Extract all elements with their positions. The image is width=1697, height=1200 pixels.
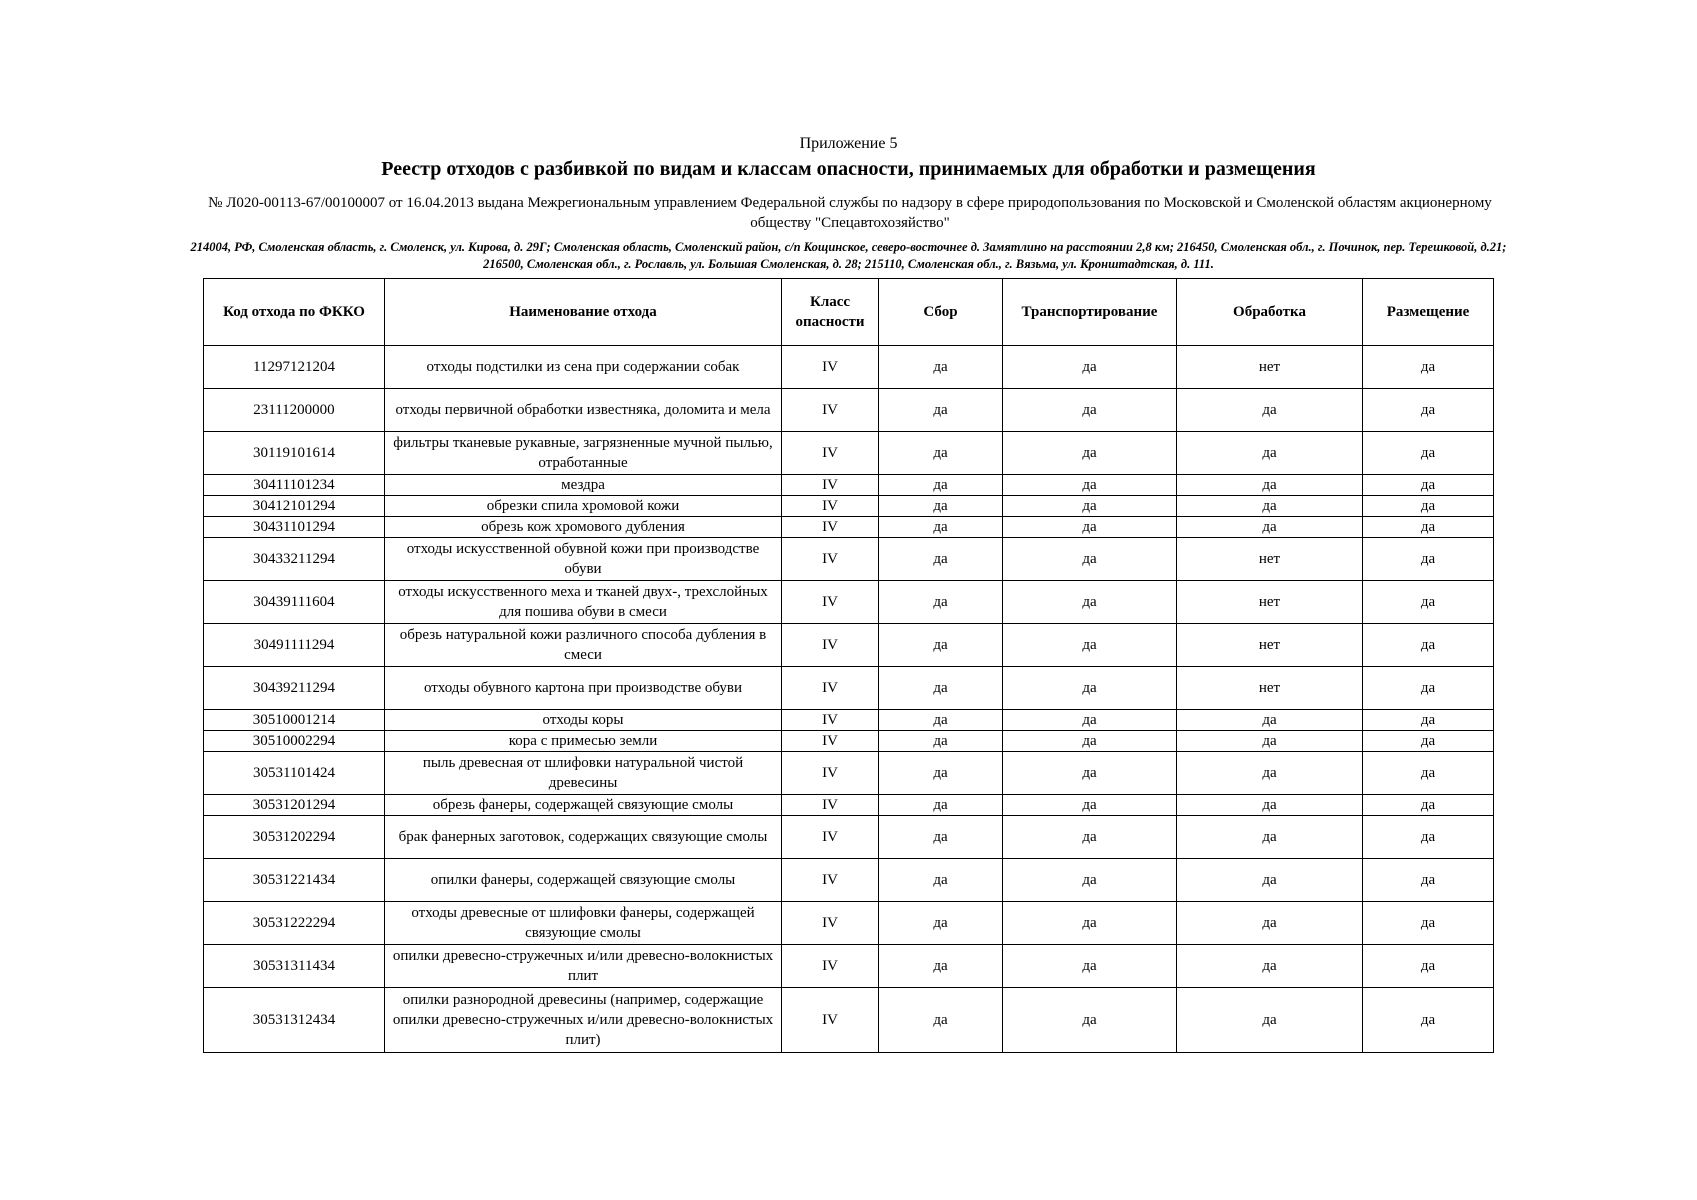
cell-hazard-class: IV xyxy=(782,389,879,432)
cell-disposal: да xyxy=(1363,346,1494,389)
cell-name: обрезь кож хромового дубления xyxy=(385,517,782,538)
column-header-processing: Обработка xyxy=(1177,279,1363,346)
cell-hazard-class: IV xyxy=(782,988,879,1053)
cell-name: опилки разнородной древесины (например, содержащие опилки древесно-стружечных и/или древесно-волокнистых плит) xyxy=(385,988,782,1053)
column-header-collection: Сбор xyxy=(879,279,1003,346)
cell-collection: да xyxy=(879,902,1003,945)
cell-name: отходы первичной обработки известняка, доломита и мела xyxy=(385,389,782,432)
cell-hazard-class: IV xyxy=(782,795,879,816)
cell-name: пыль древесная от шлифовки натуральной чистой древесины xyxy=(385,752,782,795)
table-row xyxy=(204,475,1494,496)
cell-processing: да xyxy=(1177,731,1363,752)
cell-disposal: да xyxy=(1363,581,1494,624)
table-row xyxy=(204,859,1494,902)
cell-name: отходы искусственного меха и тканей двух-, трехслойных для пошива обуви в смеси xyxy=(385,581,782,624)
cell-hazard-class: IV xyxy=(782,731,879,752)
cell-code: 30439111604 xyxy=(204,581,385,624)
cell-hazard-class: IV xyxy=(782,859,879,902)
cell-code: 30531311434 xyxy=(204,945,385,988)
cell-collection: да xyxy=(879,667,1003,710)
table-row xyxy=(204,538,1494,581)
cell-collection: да xyxy=(879,624,1003,667)
cell-transport: да xyxy=(1003,538,1177,581)
cell-name: кора с примесью земли xyxy=(385,731,782,752)
cell-disposal: да xyxy=(1363,432,1494,475)
cell-processing: да xyxy=(1177,795,1363,816)
cell-disposal: да xyxy=(1363,475,1494,496)
cell-hazard-class: IV xyxy=(782,581,879,624)
cell-transport: да xyxy=(1003,389,1177,432)
table-row xyxy=(204,667,1494,710)
table-row xyxy=(204,731,1494,752)
cell-processing: да xyxy=(1177,496,1363,517)
table-row xyxy=(204,902,1494,945)
cell-processing: да xyxy=(1177,517,1363,538)
table-row xyxy=(204,710,1494,731)
cell-name: отходы подстилки из сена при содержании собак xyxy=(385,346,782,389)
cell-transport: да xyxy=(1003,496,1177,517)
cell-collection: да xyxy=(879,517,1003,538)
cell-disposal: да xyxy=(1363,496,1494,517)
cell-name: отходы искусственной обувной кожи при производстве обуви xyxy=(385,538,782,581)
cell-code: 30411101234 xyxy=(204,475,385,496)
cell-collection: да xyxy=(879,859,1003,902)
cell-code: 30119101614 xyxy=(204,432,385,475)
cell-code: 30491111294 xyxy=(204,624,385,667)
cell-processing: да xyxy=(1177,859,1363,902)
table-body xyxy=(204,346,1494,1053)
cell-hazard-class: IV xyxy=(782,667,879,710)
table-row xyxy=(204,496,1494,517)
cell-name: отходы обувного картона при производстве обуви xyxy=(385,667,782,710)
cell-processing: да xyxy=(1177,710,1363,731)
cell-processing: нет xyxy=(1177,538,1363,581)
cell-code: 30531201294 xyxy=(204,795,385,816)
cell-processing: да xyxy=(1177,475,1363,496)
cell-transport: да xyxy=(1003,752,1177,795)
cell-disposal: да xyxy=(1363,988,1494,1053)
cell-collection: да xyxy=(879,795,1003,816)
cell-processing: да xyxy=(1177,389,1363,432)
cell-collection: да xyxy=(879,475,1003,496)
column-header-hazard-class: Класс опасности xyxy=(782,279,879,346)
cell-processing: да xyxy=(1177,752,1363,795)
cell-disposal: да xyxy=(1363,538,1494,581)
cell-processing: нет xyxy=(1177,346,1363,389)
cell-disposal: да xyxy=(1363,624,1494,667)
cell-disposal: да xyxy=(1363,731,1494,752)
cell-name: мездра xyxy=(385,475,782,496)
cell-transport: да xyxy=(1003,581,1177,624)
cell-disposal: да xyxy=(1363,667,1494,710)
cell-transport: да xyxy=(1003,795,1177,816)
cell-collection: да xyxy=(879,346,1003,389)
cell-disposal: да xyxy=(1363,752,1494,795)
cell-hazard-class: IV xyxy=(782,475,879,496)
cell-hazard-class: IV xyxy=(782,816,879,859)
cell-name: обрезь натуральной кожи различного способа дубления в смеси xyxy=(385,624,782,667)
cell-code: 30531222294 xyxy=(204,902,385,945)
cell-name: обрезки спила хромовой кожи xyxy=(385,496,782,517)
cell-disposal: да xyxy=(1363,710,1494,731)
cell-disposal: да xyxy=(1363,816,1494,859)
cell-collection: да xyxy=(879,389,1003,432)
cell-name: отходы коры xyxy=(385,710,782,731)
cell-disposal: да xyxy=(1363,859,1494,902)
cell-processing: да xyxy=(1177,945,1363,988)
cell-collection: да xyxy=(879,988,1003,1053)
cell-transport: да xyxy=(1003,902,1177,945)
cell-hazard-class: IV xyxy=(782,538,879,581)
cell-disposal: да xyxy=(1363,389,1494,432)
cell-transport: да xyxy=(1003,432,1177,475)
table-row xyxy=(204,581,1494,624)
cell-processing: да xyxy=(1177,988,1363,1053)
cell-code: 30510001214 xyxy=(204,710,385,731)
cell-processing: нет xyxy=(1177,624,1363,667)
cell-collection: да xyxy=(879,816,1003,859)
cell-collection: да xyxy=(879,710,1003,731)
cell-code: 30531202294 xyxy=(204,816,385,859)
cell-code: 30433211294 xyxy=(204,538,385,581)
cell-name: опилки древесно-стружечных и/или древесно-волокнистых плит xyxy=(385,945,782,988)
cell-name: брак фанерных заготовок, содержащих связующие смолы xyxy=(385,816,782,859)
cell-hazard-class: IV xyxy=(782,496,879,517)
cell-collection: да xyxy=(879,945,1003,988)
table-row xyxy=(204,988,1494,1053)
table-row xyxy=(204,432,1494,475)
license-statement: № Л020-00113-67/00100007 от 16.04.2013 выдана Межрегиональным управлением Федеральной службы по надзору в сфере природопользования по Московской и Смоленской областям акционерному обществу "Спецавтохозяйство" xyxy=(208,195,1492,231)
cell-transport: да xyxy=(1003,624,1177,667)
cell-code: 30531101424 xyxy=(204,752,385,795)
cell-code: 11297121204 xyxy=(204,346,385,389)
cell-collection: да xyxy=(879,752,1003,795)
cell-transport: да xyxy=(1003,475,1177,496)
cell-collection: да xyxy=(879,731,1003,752)
appendix-label: Приложение 5 xyxy=(799,135,898,152)
cell-hazard-class: IV xyxy=(782,752,879,795)
cell-code: 30531312434 xyxy=(204,988,385,1053)
cell-code: 30510002294 xyxy=(204,731,385,752)
cell-processing: да xyxy=(1177,902,1363,945)
cell-collection: да xyxy=(879,581,1003,624)
column-header-name: Наименование отхода xyxy=(385,279,782,346)
cell-name: отходы древесные от шлифовки фанеры, содержащей связующие смолы xyxy=(385,902,782,945)
document-title: Реестр отходов с разбивкой по видам и классам опасности, принимаемых для обработки и размещения xyxy=(381,158,1316,180)
cell-hazard-class: IV xyxy=(782,346,879,389)
table-row xyxy=(204,795,1494,816)
cell-transport: да xyxy=(1003,859,1177,902)
cell-processing: да xyxy=(1177,816,1363,859)
cell-processing: да xyxy=(1177,432,1363,475)
column-header-disposal: Размещение xyxy=(1363,279,1494,346)
cell-transport: да xyxy=(1003,667,1177,710)
cell-processing: нет xyxy=(1177,667,1363,710)
cell-hazard-class: IV xyxy=(782,517,879,538)
cell-transport: да xyxy=(1003,731,1177,752)
cell-transport: да xyxy=(1003,710,1177,731)
cell-code: 30431101294 xyxy=(204,517,385,538)
table-row xyxy=(204,752,1494,795)
cell-code: 23111200000 xyxy=(204,389,385,432)
table-header-row xyxy=(204,279,1494,346)
table-row xyxy=(204,624,1494,667)
cell-transport: да xyxy=(1003,816,1177,859)
cell-hazard-class: IV xyxy=(782,624,879,667)
cell-collection: да xyxy=(879,496,1003,517)
table-row xyxy=(204,517,1494,538)
waste-registry-table xyxy=(203,278,1494,1053)
cell-name: обрезь фанеры, содержащей связующие смолы xyxy=(385,795,782,816)
facility-addresses: 214004, РФ, Смоленская область, г. Смоленск, ул. Кирова, д. 29Г; Смоленская область, Смоленский район, с/п Кощинское, северо-восточнее д. Замятлино на расстоянии 2,8 км; 216450, Смоленская обл., г. Починок, пер. Терешковой, д.21; 216500, Смоленская обл., г. Рославль, ул. Большая Смоленская, д. 28; 215110, Смоленская обл., г. Вязьма, ул. Кронштадтская, д. 111. xyxy=(190,240,1507,271)
cell-transport: да xyxy=(1003,517,1177,538)
table-row xyxy=(204,945,1494,988)
cell-disposal: да xyxy=(1363,517,1494,538)
cell-transport: да xyxy=(1003,945,1177,988)
table-row xyxy=(204,346,1494,389)
cell-collection: да xyxy=(879,538,1003,581)
cell-processing: нет xyxy=(1177,581,1363,624)
cell-name: фильтры тканевые рукавные, загрязненные мучной пылью, отработанные xyxy=(385,432,782,475)
cell-disposal: да xyxy=(1363,795,1494,816)
cell-transport: да xyxy=(1003,346,1177,389)
cell-disposal: да xyxy=(1363,902,1494,945)
cell-hazard-class: IV xyxy=(782,710,879,731)
cell-hazard-class: IV xyxy=(782,945,879,988)
cell-collection: да xyxy=(879,432,1003,475)
table-row xyxy=(204,816,1494,859)
cell-code: 30439211294 xyxy=(204,667,385,710)
column-header-transport: Транспортирование xyxy=(1003,279,1177,346)
cell-code: 30412101294 xyxy=(204,496,385,517)
cell-code: 30531221434 xyxy=(204,859,385,902)
table-row xyxy=(204,389,1494,432)
cell-hazard-class: IV xyxy=(782,902,879,945)
column-header-code: Код отхода по ФККО xyxy=(204,279,385,346)
cell-disposal: да xyxy=(1363,945,1494,988)
cell-name: опилки фанеры, содержащей связующие смолы xyxy=(385,859,782,902)
cell-hazard-class: IV xyxy=(782,432,879,475)
cell-transport: да xyxy=(1003,988,1177,1053)
